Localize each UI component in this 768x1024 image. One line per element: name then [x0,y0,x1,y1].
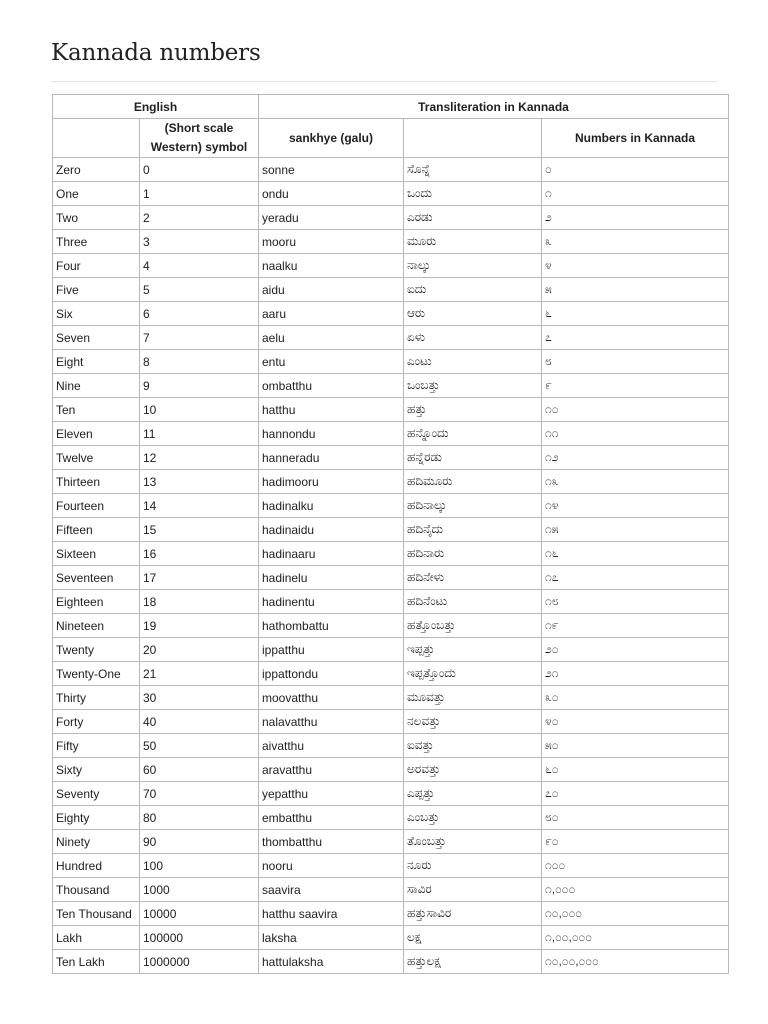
kannada-word-cell: ಐವತ್ತು [404,734,542,758]
table-row [53,422,729,446]
kannada-numeral-cell: ೪ [542,254,729,278]
english-cell: Fourteen [53,494,140,518]
kannada-numeral-cell: ೧೬ [542,542,729,566]
table-row [53,686,729,710]
symbol-cell: 6 [140,302,259,326]
kannada-word-cell: ಹದಿನಾಲ್ಕು [404,494,542,518]
english-cell: Fifteen [53,518,140,542]
symbol-cell: 90 [140,830,259,854]
symbol-cell: 9 [140,374,259,398]
symbol-cell: 18 [140,590,259,614]
page-title: Kannada numbers [51,40,261,66]
english-cell: Thirteen [53,470,140,494]
table-row [53,542,729,566]
english-cell: Lakh [53,926,140,950]
kannada-word-cell: ಇಪ್ಪತ್ತು [404,638,542,662]
kannada-word-cell: ನೂರು [404,854,542,878]
english-cell: Hundred [53,854,140,878]
kannada-numeral-cell: ೬೦ [542,758,729,782]
kannada-word-cell: ನಾಲ್ಕು [404,254,542,278]
kannada-word-cell: ಹನ್ನೆರಡು [404,446,542,470]
sankhye-cell: naalku [259,254,404,278]
symbol-cell: 12 [140,446,259,470]
sankhye-cell: hatthu saavira [259,902,404,926]
symbol-cell: 4 [140,254,259,278]
table-row [53,590,729,614]
kannada-word-cell: ಏಳು [404,326,542,350]
english-cell: Ten Lakh [53,950,140,974]
sankhye-cell: aaru [259,302,404,326]
symbol-cell: 14 [140,494,259,518]
kannada-numeral-cell: ೨ [542,206,729,230]
table-row [53,878,729,902]
english-cell: Eighteen [53,590,140,614]
table-row [53,758,729,782]
kannada-word-cell: ಹದಿಮೂರು [404,470,542,494]
english-cell: Three [53,230,140,254]
kannada-word-cell: ತೊಂಬತ್ತು [404,830,542,854]
english-cell: Sixty [53,758,140,782]
kannada-numeral-cell: ೯೦ [542,830,729,854]
sankhye-cell: ippattondu [259,662,404,686]
sankhye-cell: ombatthu [259,374,404,398]
kannada-numeral-cell: ೧೫ [542,518,729,542]
table-row [53,374,729,398]
kannada-word-cell: ಹದಿನೈದು [404,518,542,542]
table-row [53,158,729,182]
header-row-2 [53,119,729,158]
table-row [53,566,729,590]
english-cell: Eight [53,350,140,374]
sankhye-cell: hannondu [259,422,404,446]
header-sankhye: sankhye (galu) [259,119,404,158]
table-row [53,494,729,518]
table-row [53,182,729,206]
table-row [53,782,729,806]
table-row [53,518,729,542]
symbol-cell: 30 [140,686,259,710]
kannada-word-cell: ಲಕ್ಷ [404,926,542,950]
symbol-cell: 80 [140,806,259,830]
english-cell: Zero [53,158,140,182]
table-row [53,398,729,422]
sankhye-cell: mooru [259,230,404,254]
kannada-word-cell: ಮೂವತ್ತು [404,686,542,710]
sankhye-cell: hadinalku [259,494,404,518]
table-row [53,278,729,302]
symbol-cell: 60 [140,758,259,782]
table-row [53,950,729,974]
sankhye-cell: sonne [259,158,404,182]
kannada-numeral-cell: ೩೦ [542,686,729,710]
symbol-cell: 17 [140,566,259,590]
symbol-cell: 16 [140,542,259,566]
table-row [53,902,729,926]
kannada-word-cell: ಹತ್ತೊಂಬತ್ತು [404,614,542,638]
header-blank [53,119,140,158]
sankhye-cell: hanneradu [259,446,404,470]
sankhye-cell: hadinentu [259,590,404,614]
symbol-cell: 11 [140,422,259,446]
symbol-cell: 40 [140,710,259,734]
sankhye-cell: moovatthu [259,686,404,710]
symbol-cell: 70 [140,782,259,806]
symbol-cell: 1 [140,182,259,206]
table-row [53,806,729,830]
kannada-word-cell: ಮೂರು [404,230,542,254]
table-body [53,158,729,974]
kannada-numeral-cell: ೧೭ [542,566,729,590]
english-cell: Sixteen [53,542,140,566]
header-script [404,119,542,158]
kannada-numeral-cell: ೧ [542,182,729,206]
english-cell: Nineteen [53,614,140,638]
kannada-numeral-cell: ೨೦ [542,638,729,662]
kannada-word-cell: ಹದಿನೇಳು [404,566,542,590]
symbol-cell: 50 [140,734,259,758]
english-cell: Ten [53,398,140,422]
kannada-numeral-cell: ೧೨ [542,446,729,470]
numbers-table [52,94,729,974]
symbol-cell: 2 [140,206,259,230]
kannada-word-cell: ಒಂದು [404,182,542,206]
sankhye-cell: entu [259,350,404,374]
symbol-cell: 15 [140,518,259,542]
header-english: English [53,95,259,119]
kannada-numeral-cell: ೧೦,೦೦,೦೦೦ [542,950,729,974]
kannada-numeral-cell: ೧೩ [542,470,729,494]
table-row [53,446,729,470]
title-divider [51,81,718,82]
kannada-numeral-cell: ೧,೦೦,೦೦೦ [542,926,729,950]
sankhye-cell: ondu [259,182,404,206]
english-cell: Two [53,206,140,230]
kannada-word-cell: ಇಪ್ಪತ್ತೊಂದು [404,662,542,686]
kannada-numeral-cell: ೬ [542,302,729,326]
sankhye-cell: aravatthu [259,758,404,782]
sankhye-cell: aivatthu [259,734,404,758]
sankhye-cell: saavira [259,878,404,902]
symbol-cell: 1000000 [140,950,259,974]
english-cell: Thirty [53,686,140,710]
english-cell: Eighty [53,806,140,830]
table-row [53,302,729,326]
kannada-numeral-cell: ೪೦ [542,710,729,734]
kannada-word-cell: ಅರವತ್ತು [404,758,542,782]
symbol-cell: 100000 [140,926,259,950]
sankhye-cell: ippatthu [259,638,404,662]
kannada-word-cell: ಒಂಬತ್ತು [404,374,542,398]
kannada-word-cell: ಹತ್ತು [404,398,542,422]
symbol-cell: 7 [140,326,259,350]
symbol-cell: 100 [140,854,259,878]
english-cell: Seventy [53,782,140,806]
table-row [53,230,729,254]
sankhye-cell: hathombattu [259,614,404,638]
symbol-cell: 1000 [140,878,259,902]
kannada-numeral-cell: ೭೦ [542,782,729,806]
english-cell: Twenty-One [53,662,140,686]
sankhye-cell: aelu [259,326,404,350]
kannada-numeral-cell: ೦ [542,158,729,182]
table-row [53,638,729,662]
kannada-numeral-cell: ೮೦ [542,806,729,830]
kannada-word-cell: ಹನ್ನೊಂದು [404,422,542,446]
sankhye-cell: embatthu [259,806,404,830]
sankhye-cell: yeradu [259,206,404,230]
header-transliteration: Transliteration in Kannada [259,95,729,119]
header-symbol: (Short scale Western) symbol [140,119,259,158]
header-row-1 [53,95,729,119]
english-cell: One [53,182,140,206]
kannada-numeral-cell: ೫೦ [542,734,729,758]
english-cell: Eleven [53,422,140,446]
kannada-numeral-cell: ೫ [542,278,729,302]
kannada-word-cell: ಹತ್ತುಲಕ್ಷ [404,950,542,974]
sankhye-cell: laksha [259,926,404,950]
symbol-cell: 3 [140,230,259,254]
sankhye-cell: hadimooru [259,470,404,494]
kannada-numeral-cell: ೧೪ [542,494,729,518]
sankhye-cell: hadinaidu [259,518,404,542]
kannada-word-cell: ಸಾವಿರ [404,878,542,902]
symbol-cell: 10000 [140,902,259,926]
english-cell: Ten Thousand [53,902,140,926]
english-cell: Seventeen [53,566,140,590]
symbol-cell: 8 [140,350,259,374]
table-row [53,206,729,230]
kannada-word-cell: ಎಂಟು [404,350,542,374]
english-cell: Twelve [53,446,140,470]
kannada-word-cell: ಆರು [404,302,542,326]
english-cell: Twenty [53,638,140,662]
sankhye-cell: hadinelu [259,566,404,590]
kannada-numeral-cell: ೩ [542,230,729,254]
table-row [53,254,729,278]
english-cell: Ninety [53,830,140,854]
table-row [53,470,729,494]
symbol-cell: 20 [140,638,259,662]
header-numerals: Numbers in Kannada [542,119,729,158]
english-cell: Six [53,302,140,326]
english-cell: Thousand [53,878,140,902]
symbol-cell: 13 [140,470,259,494]
symbol-cell: 10 [140,398,259,422]
kannada-word-cell: ಎಂಬತ್ತು [404,806,542,830]
sankhye-cell: hadinaaru [259,542,404,566]
table-row [53,710,729,734]
kannada-numeral-cell: ೧೦ [542,398,729,422]
table-row [53,662,729,686]
kannada-word-cell: ಹದಿನೆಂಟು [404,590,542,614]
kannada-numeral-cell: ೧೧ [542,422,729,446]
english-cell: Forty [53,710,140,734]
kannada-word-cell: ಸೊನ್ನೆ [404,158,542,182]
sankhye-cell: nalavatthu [259,710,404,734]
english-cell: Four [53,254,140,278]
sankhye-cell: thombatthu [259,830,404,854]
kannada-word-cell: ಐದು [404,278,542,302]
kannada-word-cell: ಎಪ್ಪತ್ತು [404,782,542,806]
table-row [53,926,729,950]
sankhye-cell: yepatthu [259,782,404,806]
symbol-cell: 0 [140,158,259,182]
english-cell: Five [53,278,140,302]
kannada-numeral-cell: ೮ [542,350,729,374]
kannada-word-cell: ನಲವತ್ತು [404,710,542,734]
english-cell: Seven [53,326,140,350]
kannada-numeral-cell: ೧,೦೦೦ [542,878,729,902]
kannada-numeral-cell: ೭ [542,326,729,350]
kannada-word-cell: ಎರಡು [404,206,542,230]
table-row [53,854,729,878]
kannada-numeral-cell: ೨೧ [542,662,729,686]
english-cell: Fifty [53,734,140,758]
kannada-numeral-cell: ೧೯ [542,614,729,638]
symbol-cell: 19 [140,614,259,638]
sankhye-cell: nooru [259,854,404,878]
kannada-numeral-cell: ೧೮ [542,590,729,614]
sankhye-cell: hattulaksha [259,950,404,974]
table-row [53,734,729,758]
table-row [53,614,729,638]
table-row [53,326,729,350]
sankhye-cell: hatthu [259,398,404,422]
kannada-word-cell: ಹತ್ತುಸಾವಿರ [404,902,542,926]
kannada-numeral-cell: ೯ [542,374,729,398]
kannada-word-cell: ಹದಿನಾರು [404,542,542,566]
table-row [53,350,729,374]
kannada-numeral-cell: ೧೦,೦೦೦ [542,902,729,926]
table-row [53,830,729,854]
sankhye-cell: aidu [259,278,404,302]
symbol-cell: 21 [140,662,259,686]
english-cell: Nine [53,374,140,398]
kannada-numeral-cell: ೧೦೦ [542,854,729,878]
symbol-cell: 5 [140,278,259,302]
